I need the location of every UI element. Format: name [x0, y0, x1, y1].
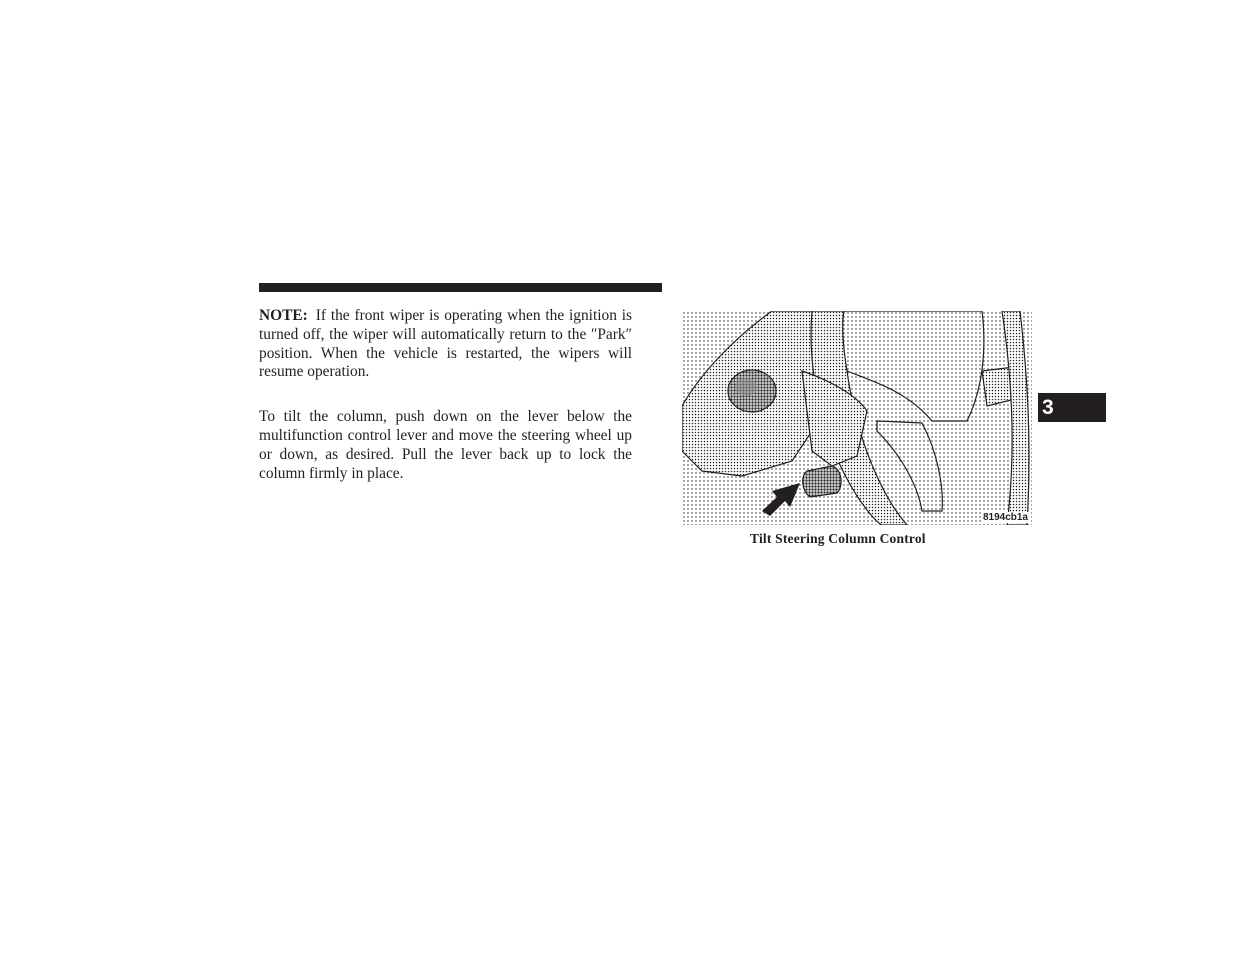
note-paragraph	[259, 307, 632, 382]
note-label: NOTE:	[259, 307, 308, 324]
chapter-tab: 3	[1038, 393, 1106, 422]
tilt-instructions-paragraph: To tilt the column, push down on the lever below the multifunction control lever and move the steering wheel up or down, as desired. Pull the lever back up to lock the column firmly in place.	[259, 408, 632, 482]
figure-code: 8194cb1a	[982, 512, 1028, 523]
note-text: If the front wiper is operating when the ignition is turned off, the wiper will automatically return to the ″Park″ position. When the vehicle is restarted, the wipers will resume operation.	[259, 307, 632, 381]
section-rule	[259, 283, 662, 292]
body-text-column	[259, 307, 632, 483]
tilt-steering-illustration	[682, 311, 1032, 525]
figure-caption: Tilt Steering Column Control	[750, 531, 926, 546]
